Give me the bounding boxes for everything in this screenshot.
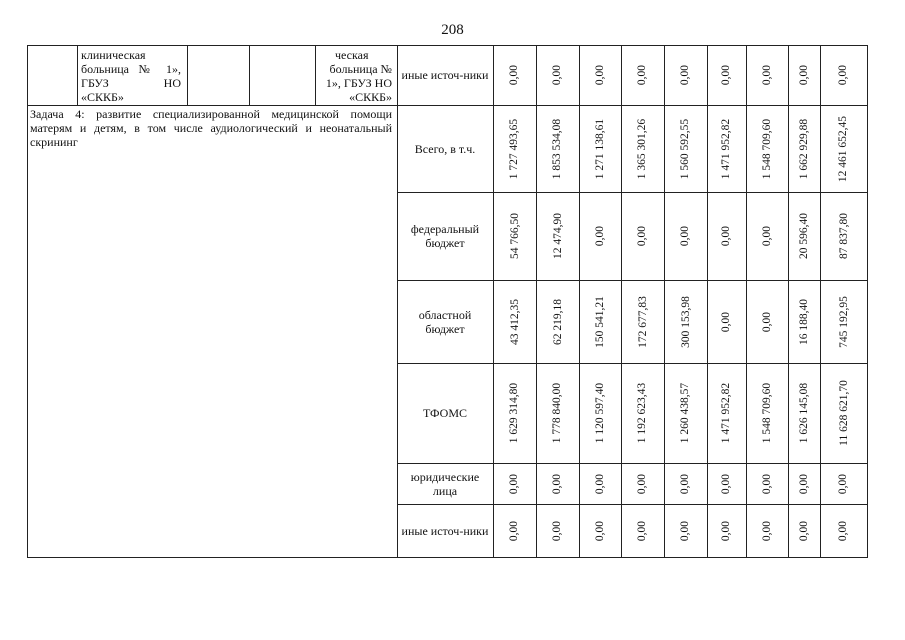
amount-cell [746,280,788,363]
amount-cell [536,504,579,557]
amount-value: 0,00 [508,64,521,86]
funding-source-label: федеральный бюджет [410,222,480,250]
grid-line [315,45,316,106]
amount-cell [664,45,707,105]
amount-value: 0,00 [551,473,564,494]
amount-value: 0,00 [837,64,850,86]
amount-value: 0,00 [761,520,773,541]
amount-cell [621,363,664,463]
amount-value: 300 153,98 [679,295,692,348]
amount-value: 0,00 [761,311,773,332]
page-number: 208 [441,22,464,38]
amount-cell [788,192,820,280]
amount-value: 0,00 [761,225,773,247]
amount-cell [788,504,820,557]
amount-cell [493,192,536,280]
amount-value: 1 560 592,55 [679,118,692,179]
amount-value: 172 677,83 [636,295,649,348]
amount-value: 0,00 [761,473,773,494]
amount-value: 1 192 623,43 [636,382,649,444]
amount-value: 0,00 [720,225,733,247]
amount-cell [746,363,788,463]
amount-cell [579,45,621,105]
amount-cell [746,463,788,504]
table-left-border [27,45,28,558]
amount-cell [664,192,707,280]
grid-line [77,45,78,106]
funding-source-label: ТФОМС [422,406,468,420]
amount-value: 1 626 145,08 [798,382,810,444]
amount-cell [493,105,536,192]
amount-cell [707,363,746,463]
amount-value: 0,00 [798,473,810,494]
amount-value: 1 727 493,65 [508,118,521,179]
funding-source-label: Всего, в т.ч. [414,141,476,156]
amount-value: 0,00 [720,520,733,541]
amount-cell [746,45,788,105]
amount-cell [536,105,579,192]
amount-value: 1 271 138,61 [594,118,606,179]
amount-value: 0,00 [679,473,692,494]
amount-cell [820,363,867,463]
amount-value: 62 219,18 [551,298,564,345]
budget-table [27,45,867,557]
amount-value: 0,00 [720,473,733,494]
amount-cell [579,463,621,504]
amount-value: 0,00 [720,64,733,86]
amount-value: 0,00 [636,64,649,86]
grid-line [397,45,398,558]
amount-value: 12 474,90 [551,213,564,259]
amount-value: 1 471 952,82 [720,382,733,444]
amount-value: 0,00 [798,64,810,86]
amount-cell [579,504,621,557]
amount-cell [664,463,707,504]
org-name-left: клиническая больница № 1», ГБУЗ НО «СККБ» [81,48,181,104]
table-bottom-border [27,557,868,558]
amount-value: 0,00 [551,520,564,541]
amount-cell [579,280,621,363]
amount-value: 745 192,95 [837,295,850,348]
amount-cell [746,504,788,557]
amount-value: 0,00 [636,225,649,247]
amount-value: 1 548 709,60 [761,118,773,179]
amount-cell [579,192,621,280]
amount-cell [820,192,867,280]
amount-value: 1 662 929,88 [798,118,810,179]
amount-cell [820,45,867,105]
funding-source-label: иные источ-ники [401,523,489,538]
amount-cell [493,45,536,105]
amount-cell [788,105,820,192]
table-right-border [867,45,868,558]
amount-cell [493,363,536,463]
funding-source-label: иные источ-ники [401,68,489,82]
amount-value: 16 188,40 [798,298,810,345]
amount-value: 0,00 [679,225,692,247]
amount-value: 0,00 [594,473,606,494]
task-title: Задача 4: развитие специализированной медицинской помощи матерям и детям, в том числе аудиологический и неонатальный скрининг [30,107,392,149]
amount-cell [493,504,536,557]
amount-value: 1 120 597,40 [594,382,606,444]
amount-cell [621,463,664,504]
amount-value: 0,00 [594,225,606,247]
amount-value: 11 628 621,70 [837,380,850,446]
funding-source-label: юридические лица [410,469,480,498]
amount-value: 1 853 534,08 [551,118,564,179]
amount-value: 0,00 [594,520,606,541]
amount-value: 1 778 840,00 [551,382,564,444]
amount-value: 1 629 314,80 [508,382,521,444]
amount-cell [788,363,820,463]
amount-cell [707,45,746,105]
amount-cell [664,105,707,192]
amount-value: 0,00 [837,520,850,541]
amount-cell [707,192,746,280]
amount-cell [820,280,867,363]
amount-value: 0,00 [508,520,521,541]
amount-cell [707,463,746,504]
funding-source-label: областной бюджет [418,307,472,336]
amount-cell [788,280,820,363]
amount-value: 0,00 [551,64,564,86]
amount-value: 0,00 [594,64,606,86]
amount-value: 43 412,35 [508,298,521,345]
amount-cell [621,504,664,557]
amount-value: 0,00 [798,520,810,541]
grid-line [187,45,188,106]
amount-cell [621,192,664,280]
amount-value: 0,00 [679,64,692,86]
amount-cell [820,463,867,504]
amount-cell [536,45,579,105]
amount-value: 1 471 952,82 [720,118,733,179]
amount-cell [707,280,746,363]
amount-value: 0,00 [679,520,692,541]
amount-value: 12 461 652,45 [837,115,850,182]
amount-cell [707,105,746,192]
amount-cell [707,504,746,557]
amount-cell [536,463,579,504]
amount-value: 0,00 [508,473,521,494]
amount-value: 150 541,21 [594,295,606,348]
amount-cell [621,45,664,105]
amount-cell [664,280,707,363]
amount-cell [536,363,579,463]
amount-cell [536,192,579,280]
amount-cell [664,504,707,557]
amount-cell [788,463,820,504]
amount-value: 20 596,40 [798,213,810,259]
amount-cell [621,280,664,363]
amount-value: 0,00 [761,64,773,86]
amount-cell [493,463,536,504]
amount-value: 0,00 [636,520,649,541]
grid-line [249,45,250,106]
amount-value: 0,00 [636,473,649,494]
org-name-right: ческая больница № 1», ГБУЗ НО «СККБ» [325,48,392,104]
amount-value: 1 548 709,60 [761,382,773,444]
amount-cell [746,105,788,192]
amount-cell [820,105,867,192]
amount-cell [820,504,867,557]
amount-cell [664,363,707,463]
amount-cell [579,363,621,463]
amount-cell [536,280,579,363]
amount-cell [579,105,621,192]
amount-cell [788,45,820,105]
amount-value: 0,00 [837,473,850,494]
amount-cell [746,192,788,280]
amount-value: 54 766,50 [508,213,521,259]
amount-cell [621,105,664,192]
amount-value: 87 837,80 [837,213,850,259]
amount-cell [493,280,536,363]
amount-value: 1 260 438,57 [679,382,692,444]
amount-value: 1 365 301,26 [636,118,649,179]
amount-value: 0,00 [720,311,733,332]
